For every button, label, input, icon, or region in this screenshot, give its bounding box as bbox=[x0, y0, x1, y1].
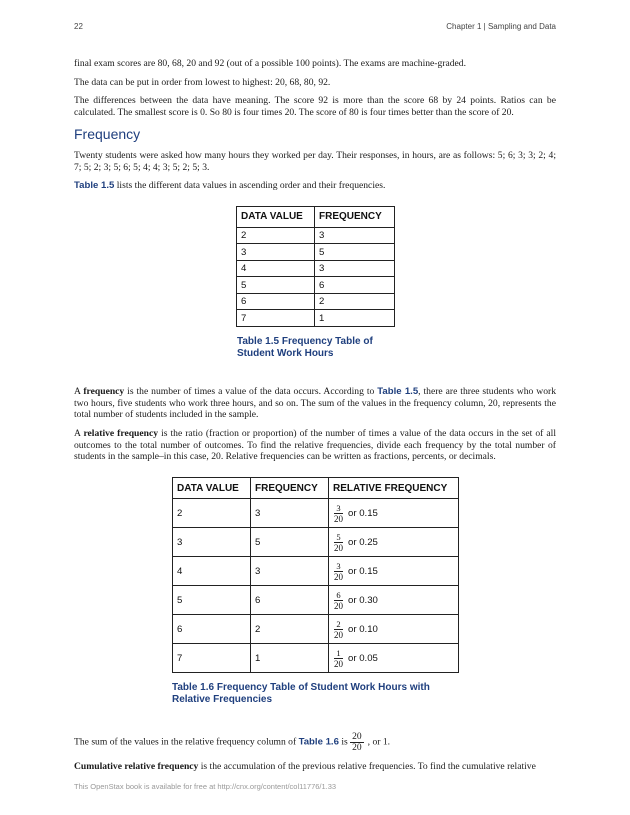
term-frequency: frequency bbox=[83, 385, 125, 397]
table-1-5-caption: Table 1.5 Frequency Table of Student Work Hours bbox=[237, 335, 373, 359]
fraction-denominator: 20 bbox=[334, 629, 343, 640]
column-header: DATA VALUE bbox=[237, 206, 315, 227]
table-row bbox=[237, 244, 395, 261]
header-separator: | bbox=[481, 22, 488, 31]
table-row bbox=[173, 615, 459, 644]
relative-frequency-cell bbox=[329, 586, 459, 615]
fraction-denominator: 20 bbox=[334, 513, 343, 524]
frequency-table bbox=[236, 206, 395, 327]
fraction-numerator: 1 bbox=[336, 647, 341, 658]
table-1-5-link[interactable]: Table 1.5 bbox=[377, 385, 419, 397]
table-cell: 3 bbox=[315, 260, 395, 277]
table-cell: 4 bbox=[237, 260, 315, 277]
table-row bbox=[173, 644, 459, 673]
fraction-numerator: 20 bbox=[352, 732, 362, 743]
fraction-denominator: 20 bbox=[334, 600, 343, 611]
fraction bbox=[350, 732, 364, 753]
text-fragment: is the number of times a value of the data occurs. According to bbox=[124, 385, 378, 397]
table-1-6-link[interactable]: Table 1.6 bbox=[298, 736, 339, 748]
paragraph-exam-scores: final exam scores are 80, 68, 20 and 92 (out of a possible 100 points). The exams are machine-graded. bbox=[74, 58, 466, 69]
table-row bbox=[173, 499, 459, 528]
table-cell: 4 bbox=[173, 557, 251, 586]
paragraph-differences: The differences between the data have meaning. The score 92 is more than the score 68 by 24 points. Ratios can be calculated. The smallest score is 0. So 80 is four times 20. The score of 80 is four times better than the score of 20. bbox=[74, 95, 556, 119]
chapter-label: Chapter 1 bbox=[446, 22, 482, 31]
paragraph-relative-frequency-definition bbox=[74, 428, 556, 463]
table-cell: 3 bbox=[251, 557, 329, 586]
table-cell: 3 bbox=[315, 227, 395, 244]
decimal-value: or 0.15 bbox=[348, 565, 378, 577]
text-fragment: is the accumulation of the previous relative frequencies. To find the cumulative relative bbox=[198, 761, 536, 773]
paragraph-relative-sum bbox=[74, 732, 556, 753]
decimal-value: or 0.15 bbox=[348, 507, 378, 519]
table-cell: 7 bbox=[173, 644, 251, 673]
fraction bbox=[333, 561, 344, 582]
fraction-denominator: 20 bbox=[334, 542, 343, 553]
term-cumulative-relative-frequency: Cumulative relative frequency bbox=[74, 761, 199, 773]
table-row bbox=[237, 310, 395, 327]
table-cell: 2 bbox=[237, 227, 315, 244]
table-header-row bbox=[237, 206, 395, 227]
table-row bbox=[237, 277, 395, 294]
table-cell: 1 bbox=[315, 310, 395, 327]
section-label: Sampling and Data bbox=[487, 22, 556, 31]
relative-frequency-cell bbox=[329, 557, 459, 586]
text-fragment: , there are three students who work two hours, five students who work three hours, and so on. The sum of the values in the frequency column, 20, represents the total number of students included in the sample. bbox=[74, 385, 556, 421]
fraction-numerator: 3 bbox=[336, 502, 341, 513]
paragraph-table-intro bbox=[74, 180, 556, 192]
paragraph-work-hours: Twenty students were asked how many hours they worked per day. Their responses, in hours, are as follows: 5; 6; 3; 3; 2; 4; 7; 5; 2; 3; 5; 6; 5; 4; 4; 3; 5; 2; 5; 3. bbox=[74, 149, 556, 173]
table-cell: 5 bbox=[251, 528, 329, 557]
relative-frequency-cell bbox=[329, 528, 459, 557]
decimal-value: or 0.10 bbox=[348, 623, 378, 635]
decimal-value: or 0.30 bbox=[348, 594, 378, 606]
table-row bbox=[237, 293, 395, 310]
relative-frequency-table bbox=[172, 477, 459, 673]
table-cell: 2 bbox=[173, 499, 251, 528]
paragraph-cumulative bbox=[74, 761, 556, 773]
column-header: RELATIVE FREQUENCY bbox=[329, 478, 459, 499]
table-cell: 5 bbox=[173, 586, 251, 615]
table-cell: 3 bbox=[251, 499, 329, 528]
text-fragment: is bbox=[338, 736, 351, 748]
page-header bbox=[74, 22, 556, 36]
table-cell: 6 bbox=[251, 586, 329, 615]
decimal-value: or 0.25 bbox=[348, 536, 378, 548]
fraction-numerator: 3 bbox=[336, 560, 341, 571]
term-relative-frequency: relative frequency bbox=[83, 428, 159, 440]
table-row bbox=[173, 586, 459, 615]
table-cell: 2 bbox=[315, 293, 395, 310]
table-cell: 3 bbox=[237, 244, 315, 261]
fraction-denominator: 20 bbox=[334, 658, 343, 669]
table-cell: 7 bbox=[237, 310, 315, 327]
column-header: FREQUENCY bbox=[251, 478, 329, 499]
table-cell: 1 bbox=[251, 644, 329, 673]
text-fragment: The sum of the values in the relative frequency column of bbox=[74, 736, 299, 748]
table-row bbox=[173, 528, 459, 557]
table-1-5-link[interactable]: Table 1.5 bbox=[74, 180, 115, 192]
fraction-denominator: 20 bbox=[352, 743, 362, 754]
running-head bbox=[446, 22, 556, 31]
text-fragment: A bbox=[74, 385, 84, 397]
fraction bbox=[333, 532, 344, 553]
table-cell: 5 bbox=[237, 277, 315, 294]
fraction bbox=[333, 503, 344, 524]
fraction bbox=[333, 648, 344, 669]
table-cell: 2 bbox=[251, 615, 329, 644]
section-heading-frequency: Frequency bbox=[74, 125, 141, 142]
column-header: DATA VALUE bbox=[173, 478, 251, 499]
fraction-numerator: 2 bbox=[336, 618, 341, 629]
fraction-numerator: 6 bbox=[336, 589, 341, 600]
paragraph-frequency-definition bbox=[74, 386, 556, 421]
table-cell: 5 bbox=[315, 244, 395, 261]
text-fragment: , or 1. bbox=[367, 736, 391, 748]
column-header: FREQUENCY bbox=[315, 206, 395, 227]
relative-frequency-cell bbox=[329, 499, 459, 528]
page-number: 22 bbox=[74, 22, 83, 31]
fraction-denominator: 20 bbox=[334, 571, 343, 582]
page-footer: This OpenStax book is available for free at http://cnx.org/content/col11776/1.33 bbox=[74, 782, 337, 791]
table-header-row bbox=[173, 478, 459, 499]
text-fragment: A bbox=[74, 428, 84, 440]
table-row bbox=[237, 260, 395, 277]
table-1-6-caption: Table 1.6 Frequency Table of Student Work Hours with Relative Frequencies bbox=[172, 682, 430, 706]
table-cell: 6 bbox=[315, 277, 395, 294]
table-cell: 6 bbox=[237, 293, 315, 310]
decimal-value: or 0.05 bbox=[348, 652, 378, 664]
text-fragment: lists the different data values in ascending order and their frequencies. bbox=[114, 180, 386, 192]
table-cell: 3 bbox=[173, 528, 251, 557]
fraction-numerator: 5 bbox=[336, 531, 341, 542]
table-row bbox=[237, 227, 395, 244]
paragraph-ordered-data: The data can be put in order from lowest to highest: 20, 68, 80, 92. bbox=[74, 76, 331, 88]
table-row bbox=[173, 557, 459, 586]
table-cell: 6 bbox=[173, 615, 251, 644]
fraction bbox=[333, 590, 344, 611]
relative-frequency-cell bbox=[329, 644, 459, 673]
relative-frequency-cell bbox=[329, 615, 459, 644]
text-fragment: is the ratio (fraction or proportion) of the number of times a value of the data occurs in the set of all outcomes to the total number of outcomes. To find the relative frequencies, divide each frequency by the total number of students in the sample–in this case, 20. Relative frequencies can be written as fractions, percents, or decimals. bbox=[74, 428, 556, 463]
page-content bbox=[74, 58, 556, 780]
fraction bbox=[333, 619, 344, 640]
